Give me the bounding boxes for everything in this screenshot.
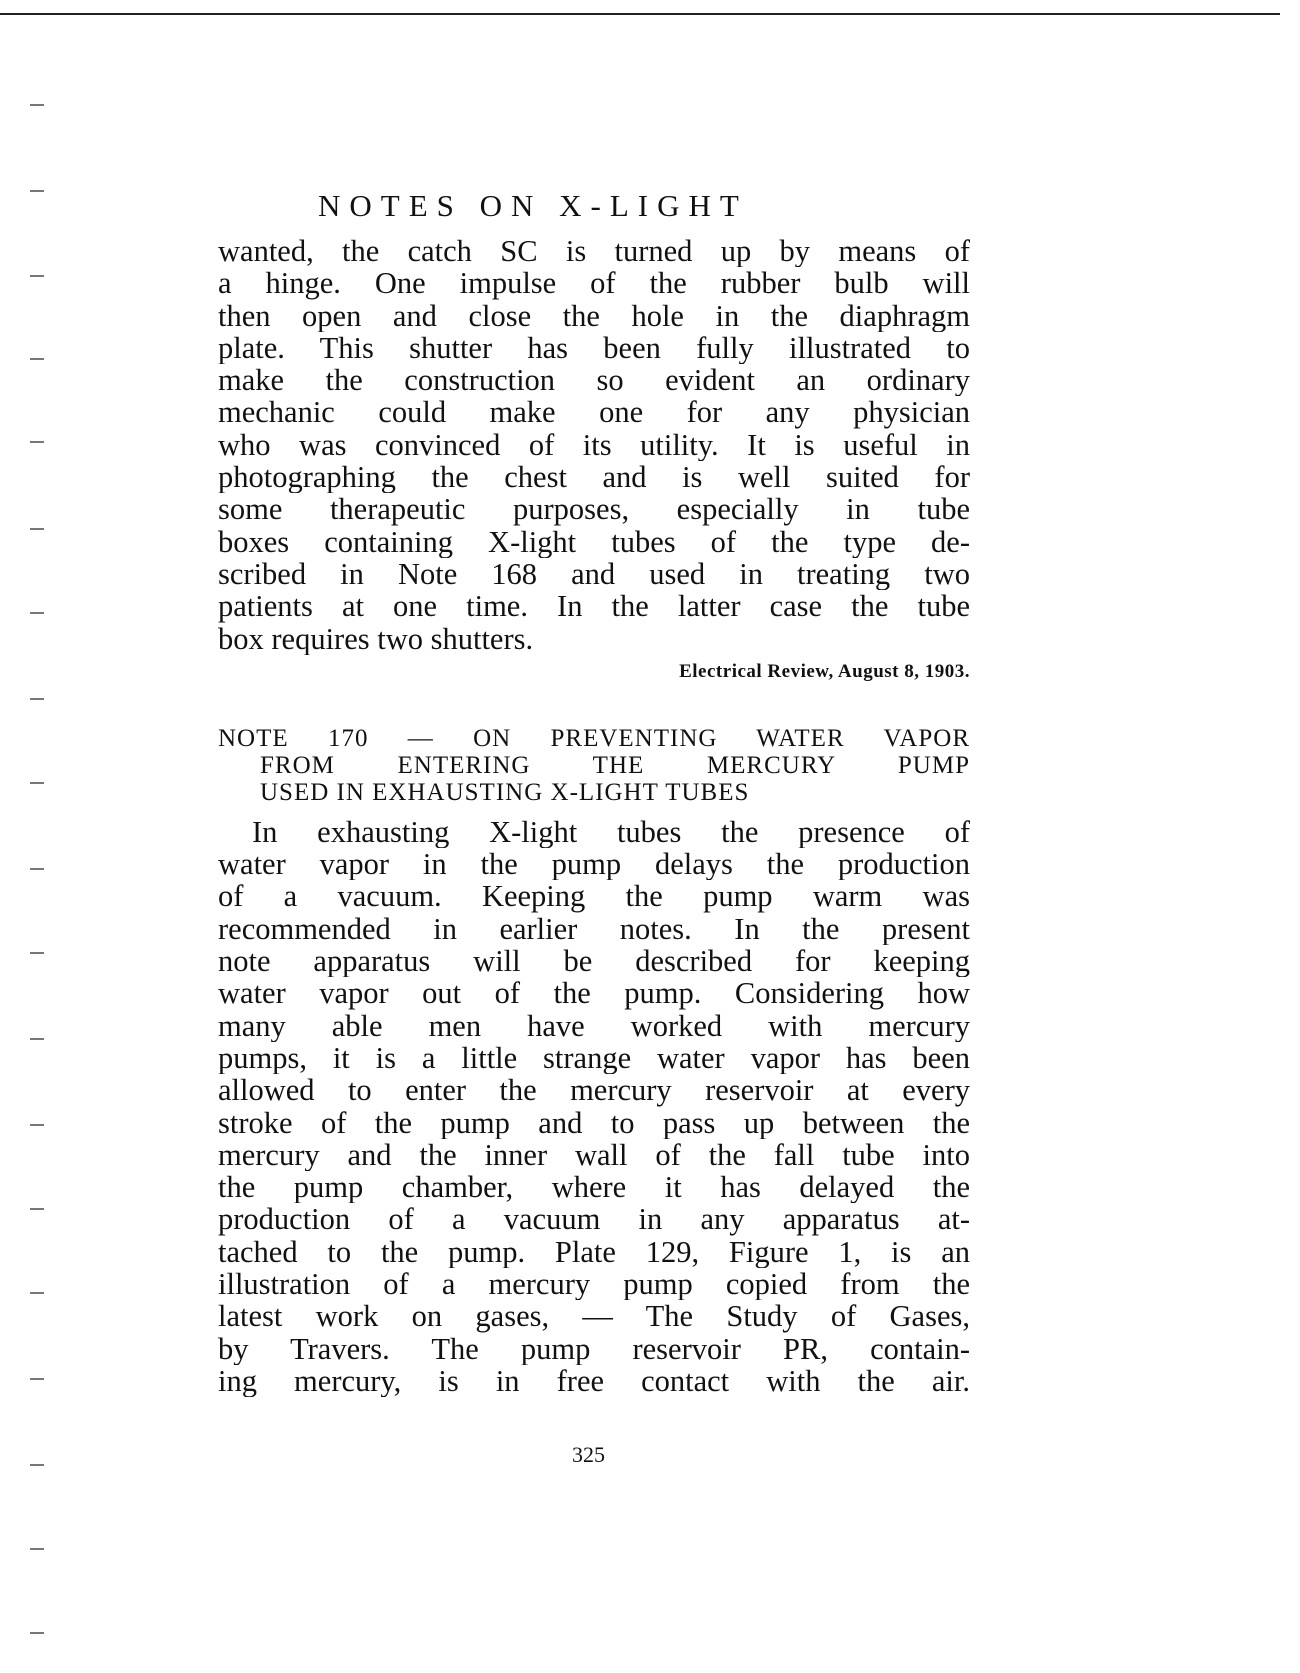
top-border-rule xyxy=(0,13,1280,15)
text-line: patients at one time. In the latter case the tube xyxy=(218,590,970,623)
text-line: photographing the chest and is well suited for xyxy=(218,461,970,494)
margin-tick xyxy=(30,782,44,784)
binding-margin-marks xyxy=(30,0,50,1673)
text-line: the pump chamber, where it has delayed the xyxy=(218,1171,970,1204)
text-line: ing mercury, is in free contact with the air. xyxy=(218,1364,970,1398)
margin-tick xyxy=(30,441,44,443)
text-line: water vapor in the pump delays the production xyxy=(218,848,970,881)
margin-tick xyxy=(30,612,44,614)
text-line: a hinge. One impulse of the rubber bulb will xyxy=(218,267,970,300)
margin-tick xyxy=(30,1208,44,1210)
text-line: who was convinced of its utility. It is useful in xyxy=(218,428,970,462)
text-line: of a vacuum. Keeping the pump warm was xyxy=(218,880,970,913)
text-line: note apparatus will be described for keeping xyxy=(218,945,970,978)
text-line: water vapor out of the pump. Considering how xyxy=(218,977,970,1010)
margin-tick xyxy=(30,1464,44,1466)
text-line: then open and close the hole in the diaphragm xyxy=(218,299,970,332)
margin-tick xyxy=(30,358,44,360)
margin-tick xyxy=(30,1124,44,1126)
text-line: mercury and the inner wall of the fall tube into xyxy=(218,1138,970,1172)
margin-tick xyxy=(30,1038,44,1040)
text-line: pumps, it is a little strange water vapor has been xyxy=(218,1041,970,1075)
text-line: illustration of a mercury pump copied from the xyxy=(218,1268,970,1301)
book-page xyxy=(218,186,970,1397)
note-heading-line: FROM ENTERING THE MERCURY PUMP xyxy=(260,751,970,779)
text-line: plate. This shutter has been fully illustrated to xyxy=(218,331,970,365)
text-line: mechanic could make one for any physician xyxy=(218,396,970,429)
text-line: wanted, the catch SC is turned up by means of xyxy=(218,235,970,268)
margin-tick xyxy=(30,190,44,192)
text-line: some therapeutic purposes, especially in tube xyxy=(218,493,970,526)
text-line: In exhausting X-light tubes the presence of xyxy=(252,815,970,849)
margin-tick xyxy=(30,698,44,700)
text-line: recommended in earlier notes. In the present xyxy=(218,912,970,946)
page-number: 325 xyxy=(572,1442,605,1467)
text-line: by Travers. The pump reservoir PR, contain- xyxy=(218,1332,970,1365)
text-line: latest work on gases, — The Study of Gases, xyxy=(218,1300,970,1333)
text-line: stroke of the pump and to pass up between the xyxy=(218,1106,970,1139)
margin-tick xyxy=(30,1632,44,1634)
margin-tick xyxy=(30,1548,44,1550)
paragraph-continued xyxy=(218,235,970,655)
text-line: many able men have worked with mercury xyxy=(218,1009,970,1042)
margin-tick xyxy=(30,1378,44,1380)
margin-tick xyxy=(30,528,44,530)
note-heading-line: NOTE 170 — ON PREVENTING WATER VAPOR xyxy=(218,724,970,752)
text-line: make the construction so evident an ordinary xyxy=(218,364,970,397)
text-line: boxes containing X-light tubes of the type de- xyxy=(218,525,970,558)
margin-tick xyxy=(30,1292,44,1294)
text-line: box requires two shutters. xyxy=(218,622,534,655)
margin-tick xyxy=(30,275,44,277)
source-citation: Electrical Review, August 8, 1903. xyxy=(679,660,970,682)
text-line: allowed to enter the mercury reservoir at every xyxy=(218,1074,970,1107)
margin-tick xyxy=(30,868,44,870)
note-heading xyxy=(218,725,970,806)
text-line: tached to the pump. Plate 129, Figure 1, is an xyxy=(218,1235,970,1269)
margin-tick xyxy=(30,104,44,106)
note-body-paragraph xyxy=(218,816,970,1397)
text-line: production of a vacuum in any apparatus at- xyxy=(218,1203,970,1236)
running-head: NOTES ON X-LIGHT xyxy=(318,188,748,223)
margin-tick xyxy=(30,952,44,954)
text-line: scribed in Note 168 and used in treating two xyxy=(218,557,970,591)
note-heading-line: USED IN EXHAUSTING X-LIGHT TUBES xyxy=(260,778,750,806)
